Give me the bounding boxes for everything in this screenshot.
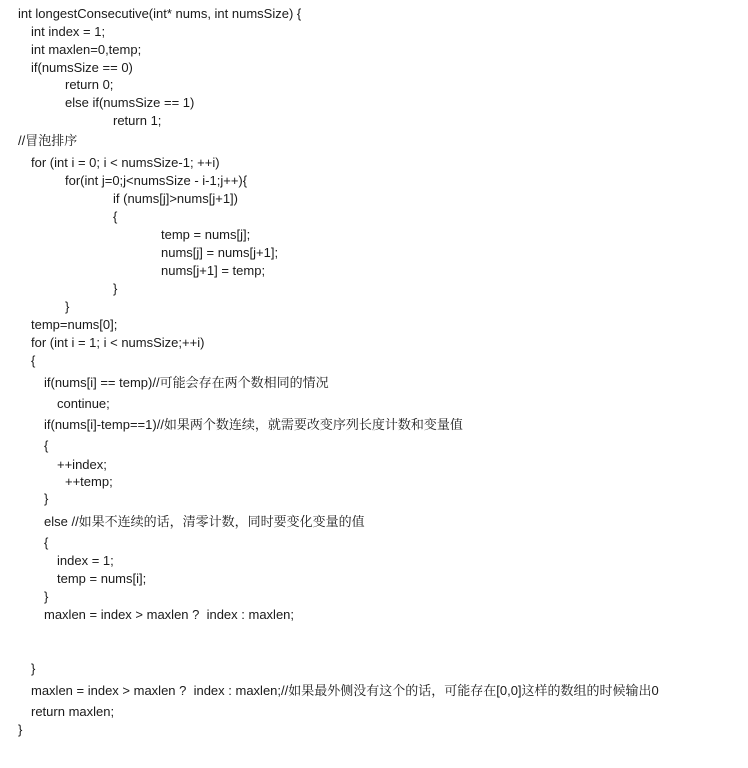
code-line: return 0;: [65, 77, 114, 92]
code-line: continue;: [57, 396, 110, 411]
code-line: ++index;: [57, 457, 107, 472]
code-line: int longestConsecutive(int* nums, int numsSize) {: [18, 6, 302, 21]
code-line: for (int i = 1; i < numsSize;++i): [31, 335, 205, 350]
code-line: }: [113, 281, 118, 296]
code-line: if (nums[j]>nums[j+1]): [113, 191, 238, 206]
code-line: if(numsSize == 0): [31, 60, 133, 75]
code-line: {: [44, 438, 49, 453]
code-line: return maxlen;: [31, 704, 115, 719]
code-line: else //如果不连续的话，清零计数，同时要变化变量的值: [44, 514, 365, 529]
code-line: maxlen = index > maxlen ? index : maxlen;//如果最外侧没有这个的话，可能存在[0,0]这样的数组的时候输出0: [31, 683, 659, 698]
code-line: temp = nums[j];: [161, 227, 251, 242]
code-line: nums[j] = nums[j+1];: [161, 245, 279, 260]
code-line: temp=nums[0];: [31, 317, 118, 332]
code-line: {: [113, 209, 118, 224]
code-line: maxlen = index > maxlen ? index : maxlen;: [44, 607, 295, 622]
code-line: }: [44, 589, 49, 604]
code-line: {: [31, 353, 36, 368]
code-line: int maxlen=0,temp;: [31, 42, 142, 57]
code-line: ++temp;: [65, 474, 113, 489]
code-line: }: [65, 299, 70, 314]
code-line: int index = 1;: [31, 24, 106, 39]
code-line: return 1;: [113, 113, 162, 128]
code-line: else if(numsSize == 1): [65, 95, 195, 110]
code-line: for (int i = 0; i < numsSize-1; ++i): [31, 155, 220, 170]
code-line: if(nums[i]-temp==1)//如果两个数连续，就需要改变序列长度计数和变量值: [44, 417, 463, 432]
code-line: if(nums[i] == temp)//可能会存在两个数相同的情况: [44, 375, 329, 390]
code-line: }: [44, 491, 49, 506]
code-line: //冒泡排序: [18, 133, 78, 148]
code-line: }: [31, 661, 36, 676]
code-line: temp = nums[i];: [57, 571, 147, 586]
code-line: nums[j+1] = temp;: [161, 263, 266, 278]
code-line: for(int j=0;j<numsSize - i-1;j++){: [65, 173, 248, 188]
code-line: }: [18, 722, 23, 737]
code-line: {: [44, 535, 49, 550]
code-line: index = 1;: [57, 553, 114, 568]
